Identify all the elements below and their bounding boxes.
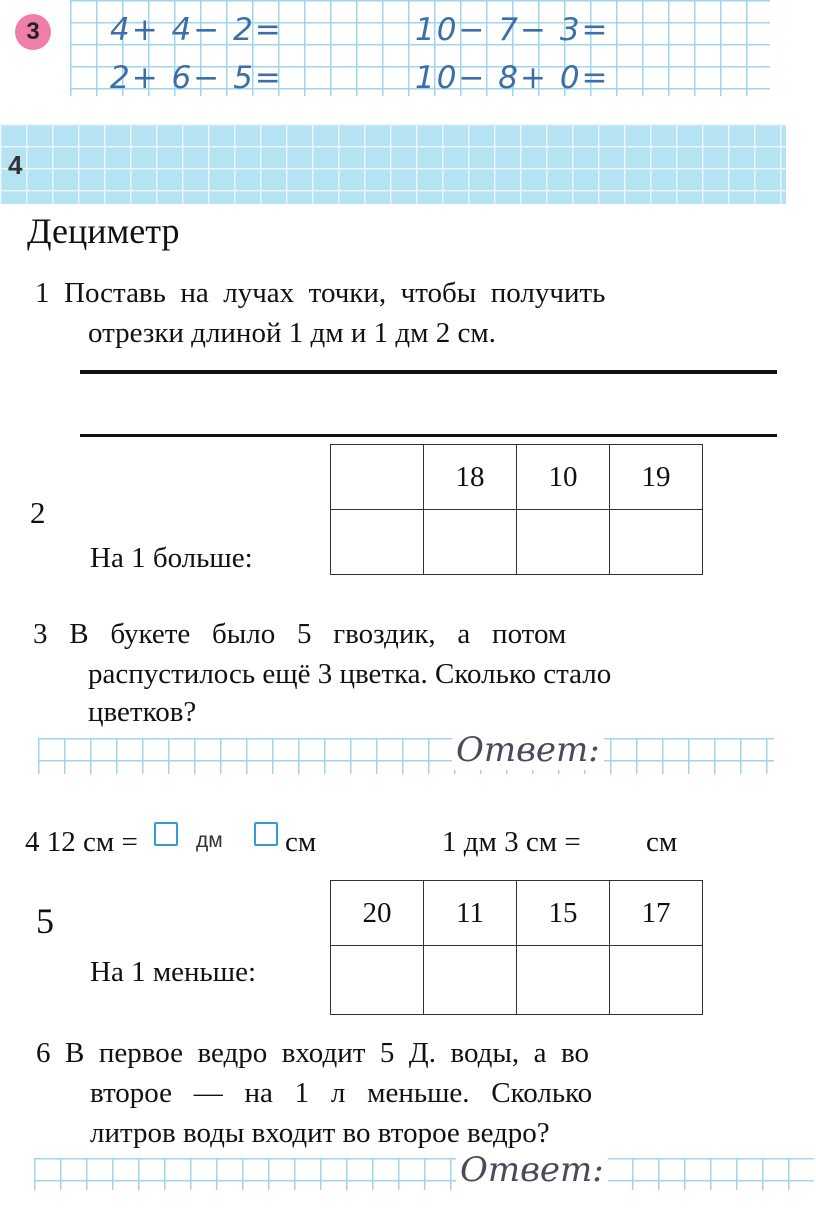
task3-expression-a: 4+ 4− 2= bbox=[110, 12, 283, 48]
ex6-line2: второе — на 1 л меньше. Сколько bbox=[90, 1077, 593, 1109]
ex2-number: 2 bbox=[30, 495, 46, 530]
table-row bbox=[331, 881, 703, 946]
table-cell: 20 bbox=[331, 881, 424, 946]
ex5-number: 5 bbox=[36, 901, 54, 941]
table-cell: 11 bbox=[424, 881, 517, 946]
ex4-unit-dm: дм bbox=[196, 829, 223, 852]
ex6-answer-label: Ответ: bbox=[456, 1150, 608, 1190]
ex5-label: На 1 меньше: bbox=[90, 956, 257, 988]
table-cell: 18 bbox=[424, 445, 517, 510]
ex1-line1: 1 Поставь на лучах точки, чтобы получить bbox=[35, 277, 606, 309]
table-cell: 10 bbox=[517, 445, 610, 510]
table-cell[interactable] bbox=[517, 510, 610, 575]
table-cell[interactable] bbox=[517, 946, 610, 1015]
sm-input-box[interactable] bbox=[254, 822, 278, 846]
ray-2 bbox=[80, 434, 777, 437]
ex1-line2: отрезки длиной 1 дм и 1 дм 2 см. bbox=[88, 317, 496, 349]
table-cell[interactable] bbox=[424, 946, 517, 1015]
table-row bbox=[331, 510, 703, 575]
ex3-answer-grid[interactable] bbox=[38, 738, 774, 774]
ex3-line1: 3 В букете было 5 гвоздик, а потом bbox=[33, 618, 567, 650]
ex6-line3: литров воды входит во второе ведро? bbox=[90, 1117, 550, 1149]
ex4-part2: 1 дм 3 см = bbox=[442, 826, 581, 858]
ex5-table bbox=[330, 880, 703, 1015]
ex4-part2-unit: см bbox=[646, 826, 678, 858]
table-row bbox=[331, 946, 703, 1015]
ex2-table bbox=[330, 444, 703, 575]
table-cell[interactable] bbox=[331, 946, 424, 1015]
table-cell bbox=[331, 445, 424, 510]
table-cell[interactable] bbox=[331, 510, 424, 575]
table-cell: 19 bbox=[610, 445, 703, 510]
table-cell: 15 bbox=[517, 881, 610, 946]
ex3-line3: цветков? bbox=[88, 696, 197, 728]
ex2-label: На 1 больше: bbox=[90, 542, 253, 574]
table-cell[interactable] bbox=[610, 946, 703, 1015]
section-title: Дециметр bbox=[27, 211, 180, 251]
task4-band bbox=[0, 124, 786, 204]
ex6-answer-grid[interactable] bbox=[34, 1158, 814, 1190]
ex3-line2: распустилось ещё 3 цветка. Сколько стало bbox=[88, 658, 612, 690]
dm-input-box[interactable] bbox=[154, 822, 178, 846]
task3-expression-b: 10− 7− 3= bbox=[415, 12, 610, 48]
ex3-answer-label: Ответ: bbox=[452, 730, 604, 770]
table-cell: 17 bbox=[610, 881, 703, 946]
ex6-line1: 6 В первое ведро входит 5 Д. воды, а во bbox=[36, 1037, 589, 1069]
task3-expression-d: 10− 8+ 0= bbox=[415, 60, 610, 96]
task3-expression-c: 2+ 6− 5= bbox=[110, 60, 283, 96]
table-cell[interactable] bbox=[424, 510, 517, 575]
task3-badge: 3 bbox=[15, 14, 51, 50]
task4-number: 4 bbox=[8, 150, 23, 180]
ray-1 bbox=[80, 370, 777, 374]
table-row bbox=[331, 445, 703, 510]
ex4-unit-sm: см bbox=[285, 826, 317, 858]
table-cell[interactable] bbox=[610, 510, 703, 575]
ex4-part1: 4 12 см = bbox=[25, 826, 138, 858]
